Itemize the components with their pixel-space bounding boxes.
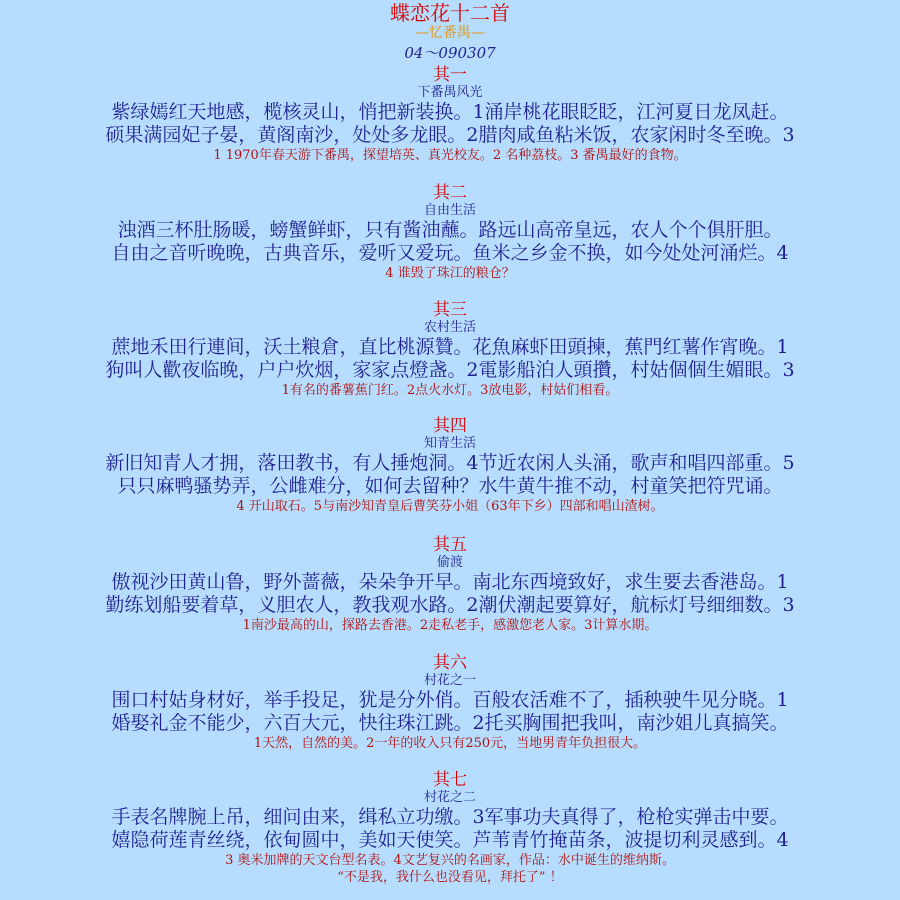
poem-topic: 村花之二 [423,790,476,805]
poem-note: 4 开山取石。5与南沙知青皇后曹笑芬小姐（63年下乡）四部和唱山渣树。 [236,499,664,514]
poem-topic: 偷渡 [436,555,463,570]
poem-line: 紫绿嫣红天地感，榄核灵山，悄把新装换。1涌岸桃花眼眨眨，江河夏日龙凤赶。 [111,101,789,123]
poem-line: 傲视沙田黄山鲁，野外蔷薇，朵朵争开早。南北东西境致好，求生要去香港岛。1 [111,571,789,593]
poem-topic: 自由生活 [423,203,476,218]
poem-line: 新旧知青人才拥，落田教书，有人捶炮洞。4节近农闲人头涌，歌声和唱四部重。5 [105,452,795,474]
poem-note: 1 1970年春天游下番禺，探望培英、真光校友。2 名种荔枝。3 番禺最好的食物。 [213,148,687,163]
poem-number: 其五 [433,535,467,555]
poem-number: 其三 [433,300,467,320]
poem-5 [0,535,900,634]
poem-note: 3 奥米加牌的天文台型名表。4文艺复兴的名画家，作品：水中诞生的维纳斯。 [225,853,675,868]
poem-topic: 农村生活 [423,320,476,335]
poem-line: 围口村姑身材好，举手投足，犹是分外俏。百般农活难不了，插秧驶牛见分晓。1 [111,689,789,711]
poem-note: 4 谁毁了珠江的粮仓？ [385,266,515,281]
poem-note: 1天然，自然的美。2一年的收入只有250元，当地男青年负担很大。 [253,736,647,751]
page-title: 蝶恋花十二首 [390,1,510,25]
poem-number: 其六 [433,653,467,673]
poem-line: 只只麻鸭骚势弄，公雌难分，如何去留种？水牛黄牛推不动，村童笑把符咒诵。 [117,475,783,497]
poem-note: “不是我，我什么也没看见，拜托了” ！ [337,870,563,885]
poem-note: 1有名的番薯蕉门红。2点火水灯。3放电影，村姑们相看。 [281,383,619,398]
poem-line: 自由之音听晚晚，古典音乐，爱听又爱玩。鱼米之乡金不换，如今处处河涌烂。4 [111,242,789,264]
poem-line: 婚娶礼金不能少，六百大元，快往珠江跳。2托买胸围把我叫，南沙姐儿真搞笑。 [111,712,789,734]
poem-topic: 村花之一 [423,673,476,688]
poem-line: 狗叫人歡夜临晚，户户炊烟，家家点燈盏。2電影船泊人頭攢，村姑個個生媚眼。3 [105,359,795,381]
poem-4 [0,416,900,515]
poem-number: 其四 [433,416,467,436]
poem-line: 硕果满园妃子晏，黄阁南沙，处处多龙眼。2腊肉咸鱼粘米饭，农家闲时冬至晚。3 [105,124,795,146]
poem-topic: 知青生活 [423,436,476,451]
page-date: 04～090307 [404,44,496,62]
poem-note: 1南沙最高的山，探路去香港。2走私老手，感激您老人家。3计算水期。 [242,618,658,633]
poem-line: 手表名牌腕上吊，细问由来，缉私立功缴。3军事功夫真得了，枪枪实弹击中要。 [111,806,789,828]
poem-line: 浊酒三杯肚肠暖，螃蟹鲜虾，只有酱油蘸。路远山高帝皇远，农人个个俱肝胆。 [117,219,783,241]
poem-number: 其七 [433,770,467,790]
poem-1 [0,65,900,164]
poem-line: 蔗地禾田行連间，沃土粮倉，直比桃源贊。花魚麻虾田頭揀，蕉門红薯作宵晚。1 [111,336,789,358]
poem-2 [0,183,900,282]
poem-topic: 下番禺风光 [417,85,483,100]
poem-line: 嬉隐荷莲青丝绕，依甸圆中，美如天使笑。芦苇青竹掩苗条，波提切利灵感到。4 [111,829,789,851]
poem-7 [0,770,900,886]
poem-number: 其一 [433,65,467,85]
poem-line: 勤练划船要着草，义胆农人，教我观水路。2潮伏潮起要算好，航标灯号细细数。3 [105,594,795,616]
poem-6 [0,653,900,752]
page-subtitle: —忆番禺— [415,25,485,41]
poem-number: 其二 [433,183,467,203]
poem-3 [0,300,900,399]
